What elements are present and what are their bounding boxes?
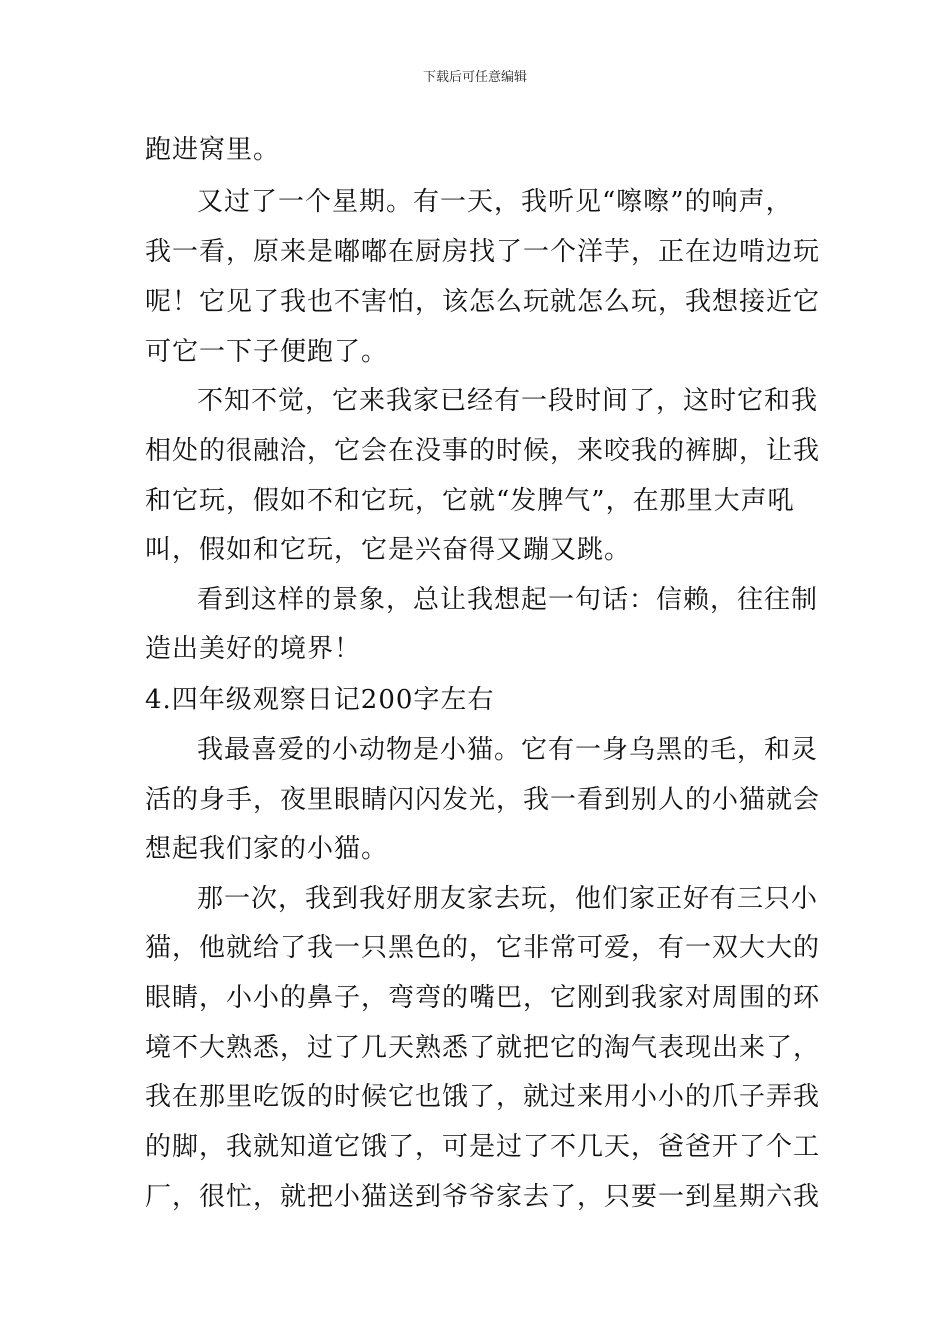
text-line: 我一看，原来是嘟嘟在厨房找了一个洋芋，正在边啃边玩 bbox=[145, 237, 821, 267]
text-line: 可它一下子便跑了。 bbox=[145, 337, 389, 367]
text-line: 造出美好的境界！ bbox=[145, 634, 362, 664]
text-line: 想起我们家的小猫。 bbox=[145, 834, 389, 864]
text-line: 相处的很融洽，它会在没事的时候，来咬我的裤脚，让我 bbox=[145, 436, 821, 466]
page-header: 下载后可任意编辑 bbox=[422, 70, 527, 85]
text-line: 看到这样的景象，总让我想起一句话：信赖，往往制 bbox=[197, 585, 819, 615]
text-line: 那一次，我到我好朋友家去玩，他们家正好有三只小 bbox=[197, 884, 819, 914]
text-line: 活的身手，夜里眼睛闪闪发光，我一看到别人的小猫就会 bbox=[145, 785, 821, 815]
text-line: 的脚，我就知道它饿了，可是过了不几天，爸爸开了个工 bbox=[145, 1132, 821, 1162]
text-line: 厂，很忙，就把小猫送到爷爷家去了，只要一到星期六我 bbox=[145, 1182, 821, 1212]
text-line: 猫，他就给了我一只黑色的，它非常可爱，有一双大大的 bbox=[145, 933, 821, 963]
text-line: 我在那里吃饭的时候它也饿了，就过来用小小的爪子弄我 bbox=[145, 1082, 821, 1112]
text-line: 又过了一个星期。有一天，我听见“嚓嚓”的响声， bbox=[197, 187, 793, 217]
text-line: 呢！它见了我也不害怕，该怎么玩就怎么玩，我想接近它 bbox=[145, 287, 821, 317]
text-line: 不知不觉，它来我家已经有一段时间了，这时它和我 bbox=[197, 386, 819, 416]
text-line: 叫，假如和它玩，它是兴奋得又蹦又跳。 bbox=[145, 535, 632, 565]
text-line: 我最喜爱的小动物是小猫。它有一身乌黑的毛，和灵 bbox=[197, 735, 819, 765]
text-line: 境不大熟悉，过了几天熟悉了就把它的淘气表现出来了， bbox=[145, 1033, 821, 1063]
text-line: 和它玩，假如不和它玩，它就“发脾气”，在那里大声吼 bbox=[145, 486, 795, 516]
text-line: 眼睛，小小的鼻子，弯弯的嘴巴，它刚到我家对周围的环 bbox=[145, 983, 821, 1013]
section-heading: 4.四年级观察日记200字左右 bbox=[145, 685, 495, 715]
text-line: 跑进窝里。 bbox=[145, 135, 281, 165]
